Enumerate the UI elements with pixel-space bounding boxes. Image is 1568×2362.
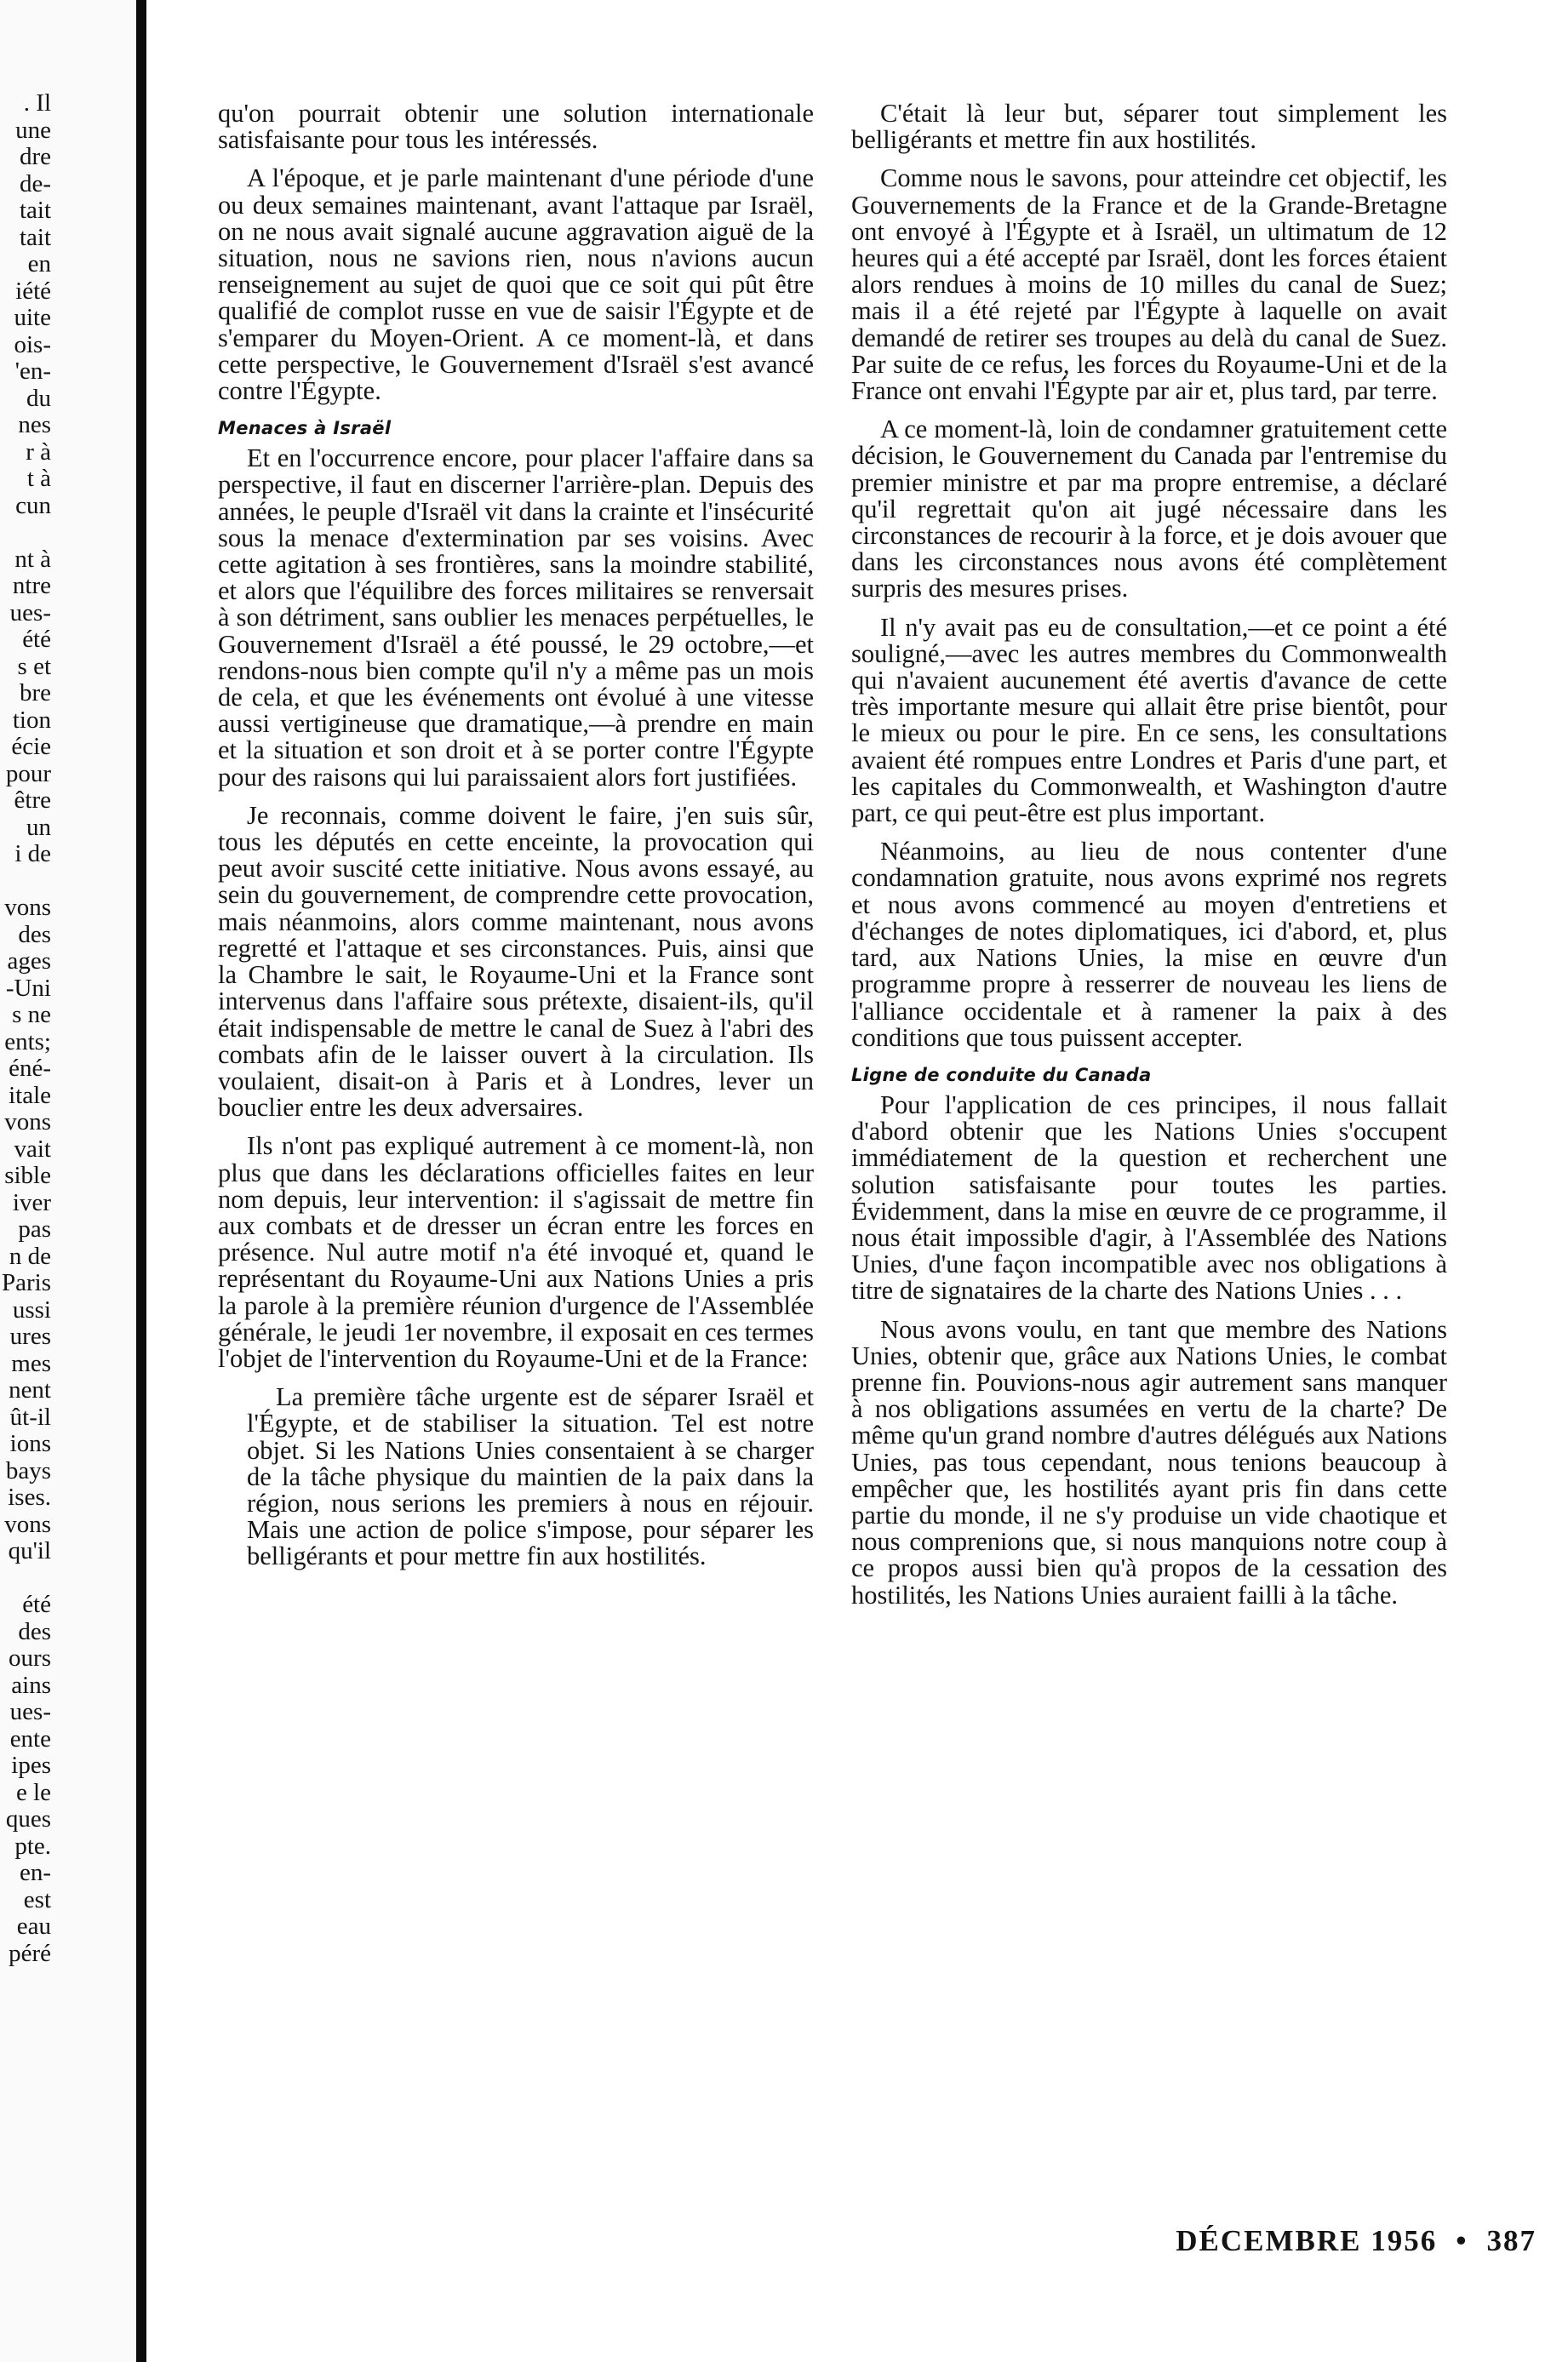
fragment-line: tion bbox=[12, 706, 51, 734]
paragraph: qu'on pourrait obtenir une solution internationale satisfaisante pour tous les intéressés. bbox=[218, 99, 814, 155]
fragment-line: qu'il bbox=[8, 1538, 51, 1564]
fragment-line: pte. bbox=[14, 1833, 51, 1860]
fragment-line: écie bbox=[11, 734, 51, 760]
fragment-line: tait bbox=[19, 224, 51, 251]
fragment-line: -Uni bbox=[5, 975, 51, 1002]
issue-date: DÉCEMBRE 1956 bbox=[1176, 2224, 1438, 2257]
gutter-rule bbox=[136, 0, 146, 2362]
fragment-line: sible bbox=[4, 1163, 51, 1189]
fragment-line: ipes bbox=[11, 1753, 51, 1779]
fragment-line: nes bbox=[18, 412, 51, 438]
previous-page-fragment bbox=[0, 90, 51, 1967]
page-footer bbox=[1111, 2224, 1537, 2258]
paragraph: Il n'y avait pas eu de consultation,—et ce point a été souligné,—avec les autres membres du Commonwealth qui n'avaient aucunement été avertis d'avance de cette très importante mesure qui allait être prise bientôt, pour le mieux ou pour le pire. En ce sens, les consultations avaient été rompues entre Londres et Paris d'une part, et les capitales du Commonwealth, et Washington d'autre part, ce qui peut-être est plus important. bbox=[851, 612, 1447, 828]
fragment-line: itale bbox=[9, 1082, 51, 1109]
fragment-line: bays bbox=[5, 1457, 51, 1484]
fragment-line: n de bbox=[9, 1243, 51, 1270]
fragment-line: ains bbox=[11, 1672, 51, 1699]
fragment-line: cun bbox=[15, 492, 51, 519]
paragraph: Pour l'application de ces principes, il nous fallait d'abord obtenir que les Nations Unies s'occupent immédiatement de la question et recherchent une solution satisfaisante pour toutes les parties. Évidemment, dans la mise en œuvre de ce programme, il nous était impossible d'agir, à l'Assemblée des Nations Unies, d'une façon incompatible avec nos obligations à titre de signataires de la charte des Nations Unies . . . bbox=[851, 1089, 1447, 1306]
fragment-line: bre bbox=[19, 680, 51, 706]
fragment-line: Paris bbox=[2, 1270, 51, 1296]
page-number: 387 bbox=[1486, 2224, 1537, 2257]
fragment-line: être bbox=[14, 787, 51, 814]
fragment-line: ques bbox=[5, 1806, 51, 1833]
fragment-line: des bbox=[18, 921, 51, 948]
fragment-line: ises. bbox=[8, 1484, 51, 1511]
section-heading: Menaces à Israël bbox=[218, 418, 392, 439]
fragment-line: i de bbox=[14, 841, 51, 867]
paragraph: Ils n'ont pas expliqué autrement à ce moment-là, non plus que dans les déclarations officielles faites en leur nom depuis, leur intervention: il s'agissait de mettre fin aux combats et de dresser un écran entre les forces en présence. Nul autre motif n'a été invoqué et, quand le représentant du Royaume-Uni aux Nations Unies a pris la parole à la première réunion d'urgence de l'Assemblée générale, le jeudi 1er novembre, il exposait en ces termes l'objet de l'intervention du Royaume-Uni et de la France: bbox=[218, 1131, 814, 1373]
fragment-line: été bbox=[22, 626, 51, 653]
fragment-line: été bbox=[22, 1592, 51, 1618]
paragraph: Néanmoins, au lieu de nous contenter d'une condamnation gratuite, nous avons exprimé nos regrets et nous avons commencé au moyen d'entretiens et d'échanges de notes diplomatiques, ici d'abord, et, plus tard, aux Nations Unies, la mise en œuvre d'un programme propre à resserrer de nouveau les liens de l'alliance occidentale et à ramener la paix à des conditions que tous puissent accepter. bbox=[851, 837, 1447, 1052]
fragment-line: r à bbox=[26, 438, 51, 466]
fragment-line: ages bbox=[7, 948, 51, 975]
paragraph: Je reconnais, comme doivent le faire, j'en suis sûr, tous les députés en cette enceinte, la provocation qui peut avoir suscité cette initiative. Nous avons essayé, au sein du gouvernement, de comprendre cette provocation, mais néanmoins, alors comme maintenant, nous avons regretté et l'attaque et ses circonstances. Puis, ainsi que la Chambre le sait, le Royaume-Uni et la France sont intervenus dans l'affaire sous prétexte, disaient-ils, qu'il était indispensable de mettre le canal de Suez à l'abri des combats afin de le laisser ouvert à la circulation. Ils voulaient, disait-on à Paris et à Londres, lever un bouclier entre les deux adversaires. bbox=[218, 800, 814, 1123]
fragment-line: péré bbox=[9, 1940, 51, 1967]
fragment-line: une bbox=[15, 117, 51, 144]
fragment-line: vons bbox=[4, 1511, 51, 1538]
left-column bbox=[218, 100, 814, 1582]
fragment-line: ues- bbox=[9, 599, 51, 626]
fragment-line: dre bbox=[19, 144, 51, 170]
fragment-line: ût-il bbox=[9, 1404, 51, 1431]
fragment-line: pour bbox=[5, 760, 51, 787]
fragment-line: ours bbox=[9, 1645, 51, 1672]
fragment-line: nt à bbox=[14, 546, 51, 573]
fragment-line: vons bbox=[4, 895, 51, 921]
paragraph: Et en l'occurrence encore, pour placer l'affaire dans sa perspective, il faut en discerner l'arrière-plan. Depuis des années, le peuple d'Israël vit dans la crainte et l'insécurité sous la menace d'extermination par ses voisins. Avec cette agitation à ses frontières, sans la moindre stabilité, et alors que l'équilibre des forces militaires se renversait à son détriment, sans oublier les menaces perpétuelles, le Gouvernement d'Israël a été poussé, le 29 octobre,—et rendons-nous bien compte qu'il n'y a même pas un mois de cela, et que les événements ont évolué à une vitesse aussi vertigineuse que dramatique,—à prendre en main et la situation et son droit et à se porter contre l'Égypte pour des raisons qui lui paraissaient alors fort justifiées. bbox=[218, 443, 814, 792]
fragment-line: ussi bbox=[12, 1296, 51, 1324]
fragment-line: pas bbox=[18, 1216, 51, 1243]
fragment-line bbox=[0, 519, 51, 546]
fragment-line: nent bbox=[9, 1377, 51, 1404]
fragment-line: vons bbox=[4, 1109, 51, 1135]
fragment-line: s ne bbox=[12, 1002, 51, 1028]
block-quote: La première tâche urgente est de séparer Israël et l'Égypte, et de stabiliser la situation. Tel est notre objet. Si les Nations Unies consentaient à se charger de la tâche physique du maintien de la paix dans la région, nous serions les premiers à nous en réjouir. Mais une action de police s'impose, pour séparer les belligérants et pour mettre fin aux hostilités. bbox=[247, 1382, 814, 1571]
fragment-line: en bbox=[27, 251, 51, 277]
fragment-line: des bbox=[18, 1618, 51, 1645]
paragraph: A l'époque, et je parle maintenant d'une période d'une ou deux semaines maintenant, avant l'attaque par Israël, on ne nous avait signalé aucune aggravation aiguë de la situation, nous ne savions rien, nous n'avions aucun renseignement au sujet de quoi que ce soit qui pût être qualifié de complot russe en vue de saisir l'Égypte et de s'emparer du Moyen-Orient. A ce moment-là, et dans cette perspective, le Gouvernement d'Israël s'est avancé contre l'Égypte. bbox=[218, 163, 814, 406]
fragment-line: s et bbox=[17, 653, 51, 680]
footer-separator: • bbox=[1456, 2224, 1468, 2257]
fragment-line: eau bbox=[16, 1913, 51, 1940]
fragment-line: ues- bbox=[9, 1699, 51, 1725]
fragment-line: iver bbox=[12, 1189, 51, 1216]
paragraph: Nous avons voulu, en tant que membre des Nations Unies, obtenir que, grâce aux Nations Unies, le combat prenne fin. Pouvions-nous agir autrement sans manquer à nos obligations assumées en vertu de la charte? De même qu'un grand nombre d'autres délégués aux Nations Unies, pas tous cependant, nous tenions beaucoup à empêcher que, les hostilités ayant pris fin dans cette partie du monde, il ne s'y produise un vide chaotique et nous comprenions que, si nous manquions notre coup à ce propos aussi bien qu'à propos de la cessation des hostilités, les Nations Unies auraient failli à la tâche. bbox=[851, 1314, 1447, 1610]
fragment-line: iété bbox=[15, 277, 51, 305]
paragraph: A ce moment-là, loin de condamner gratuitement cette décision, le Gouvernement du Canada par l'entremise du premier ministre et par ma propre entremise, a déclaré qu'il regrettait qu'on ait jugé nécessaire dans les circonstances de recourir à la force, et je dois avouer que dans les circonstances nous avons été complètement surpris des mesures prises. bbox=[851, 415, 1447, 603]
fragment-line: t à bbox=[26, 466, 51, 492]
fragment-line: ures bbox=[9, 1324, 51, 1350]
fragment-line: tait bbox=[19, 197, 51, 224]
fragment-line bbox=[0, 868, 51, 895]
fragment-line: de- bbox=[19, 170, 51, 197]
fragment-line: uite bbox=[14, 305, 51, 331]
fragment-line: en- bbox=[19, 1860, 51, 1886]
fragment-line: ente bbox=[9, 1725, 51, 1753]
paragraph: C'était là leur but, séparer tout simplement les belligérants et mettre fin aux hostilités. bbox=[851, 99, 1447, 155]
fragment-line bbox=[0, 1565, 51, 1593]
fragment-line: ntre bbox=[12, 573, 51, 599]
fragment-line: mes bbox=[11, 1350, 51, 1377]
fragment-line: e le bbox=[15, 1779, 51, 1806]
fragment-line: est bbox=[23, 1886, 51, 1913]
fragment-line: ions bbox=[9, 1431, 51, 1457]
right-column bbox=[851, 100, 1447, 1621]
fragment-line: . Il bbox=[23, 90, 51, 117]
paragraph: Comme nous le savons, pour atteindre cet objectif, les Gouvernements de la France et de la Grande-Bretagne ont envoyé à l'Égypte et à Israël, un ultimatum de 12 heures qui a été accepté par Israël, dont les forces étaient alors rendues à moins de 10 milles du canal de Suez; mais il a été rejeté par l'Égypte à laquelle on avait demandé de retirer ses troupes au delà du canal de Suez. Par suite de ce refus, les forces du Royaume-Uni et de la France ont envahi l'Égypte par air et, plus tard, par terre. bbox=[851, 163, 1447, 406]
fragment-line: un bbox=[26, 814, 51, 841]
fragment-line: vait bbox=[14, 1135, 51, 1163]
fragment-line: du bbox=[26, 385, 51, 412]
fragment-line: 'en- bbox=[14, 358, 51, 385]
fragment-line: ois- bbox=[14, 331, 51, 358]
fragment-line: éné- bbox=[9, 1055, 51, 1082]
fragment-line: ents; bbox=[4, 1028, 51, 1055]
section-heading: Ligne de conduite du Canada bbox=[851, 1064, 1152, 1085]
